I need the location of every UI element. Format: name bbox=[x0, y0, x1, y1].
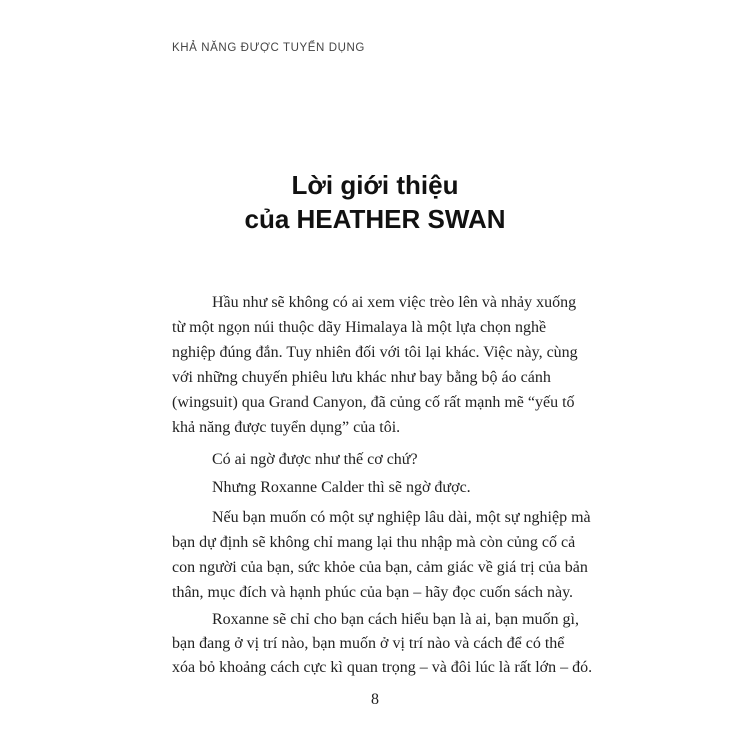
paragraph-line: bạn đang ở vị trí nào, bạn muốn ở vị trí nào và cách để có thể bbox=[172, 635, 565, 652]
page-number: 8 bbox=[371, 691, 379, 708]
paragraph-line: xóa bỏ khoảng cách cực kì quan trọng – và đôi lúc là rất lớn – đó. bbox=[172, 659, 593, 676]
paragraph-line: bạn dự định sẽ không chỉ mang lại thu nhập mà còn củng cố cả bbox=[172, 534, 576, 551]
paragraph-line: từ một ngọn núi thuộc dãy Himalaya là một lựa chọn nghề bbox=[172, 319, 547, 336]
chapter-title: Lời giới thiệu bbox=[291, 170, 459, 200]
paragraph-line: Hầu như sẽ không có ai xem việc trèo lên và nhảy xuống bbox=[212, 294, 577, 311]
paragraph-line: Nếu bạn muốn có một sự nghiệp lâu dài, một sự nghiệp mà bbox=[212, 509, 591, 526]
paragraph-line: thân, mục đích và hạnh phúc của bạn – hãy đọc cuốn sách này. bbox=[172, 584, 574, 601]
paragraph-line: với những chuyến phiêu lưu khác như bay bằng bộ áo cánh bbox=[172, 369, 551, 386]
paragraph-line: Roxanne sẽ chỉ cho bạn cách hiểu bạn là ai, bạn muốn gì, bbox=[212, 611, 579, 628]
chapter-subtitle: của HEATHER SWAN bbox=[244, 204, 506, 234]
paragraph-line: nghiệp đúng đắn. Tuy nhiên đối với tôi lại khác. Việc này, cùng bbox=[172, 344, 578, 361]
paragraph-line: con người của bạn, sức khỏe của bạn, cảm giác về giá trị của bản bbox=[172, 559, 588, 576]
paragraph-line: Nhưng Roxanne Calder thì sẽ ngờ được. bbox=[212, 479, 471, 496]
paragraph-line: (wingsuit) qua Grand Canyon, đã củng cố rất mạnh mẽ “yếu tố bbox=[172, 394, 575, 411]
running-header: KHẢ NĂNG ĐƯỢC TUYỂN DỤNG bbox=[172, 42, 365, 54]
paragraph-line: Có ai ngờ được như thế cơ chứ? bbox=[212, 451, 418, 468]
paragraph-line: khả năng được tuyển dụng” của tôi. bbox=[172, 419, 401, 436]
